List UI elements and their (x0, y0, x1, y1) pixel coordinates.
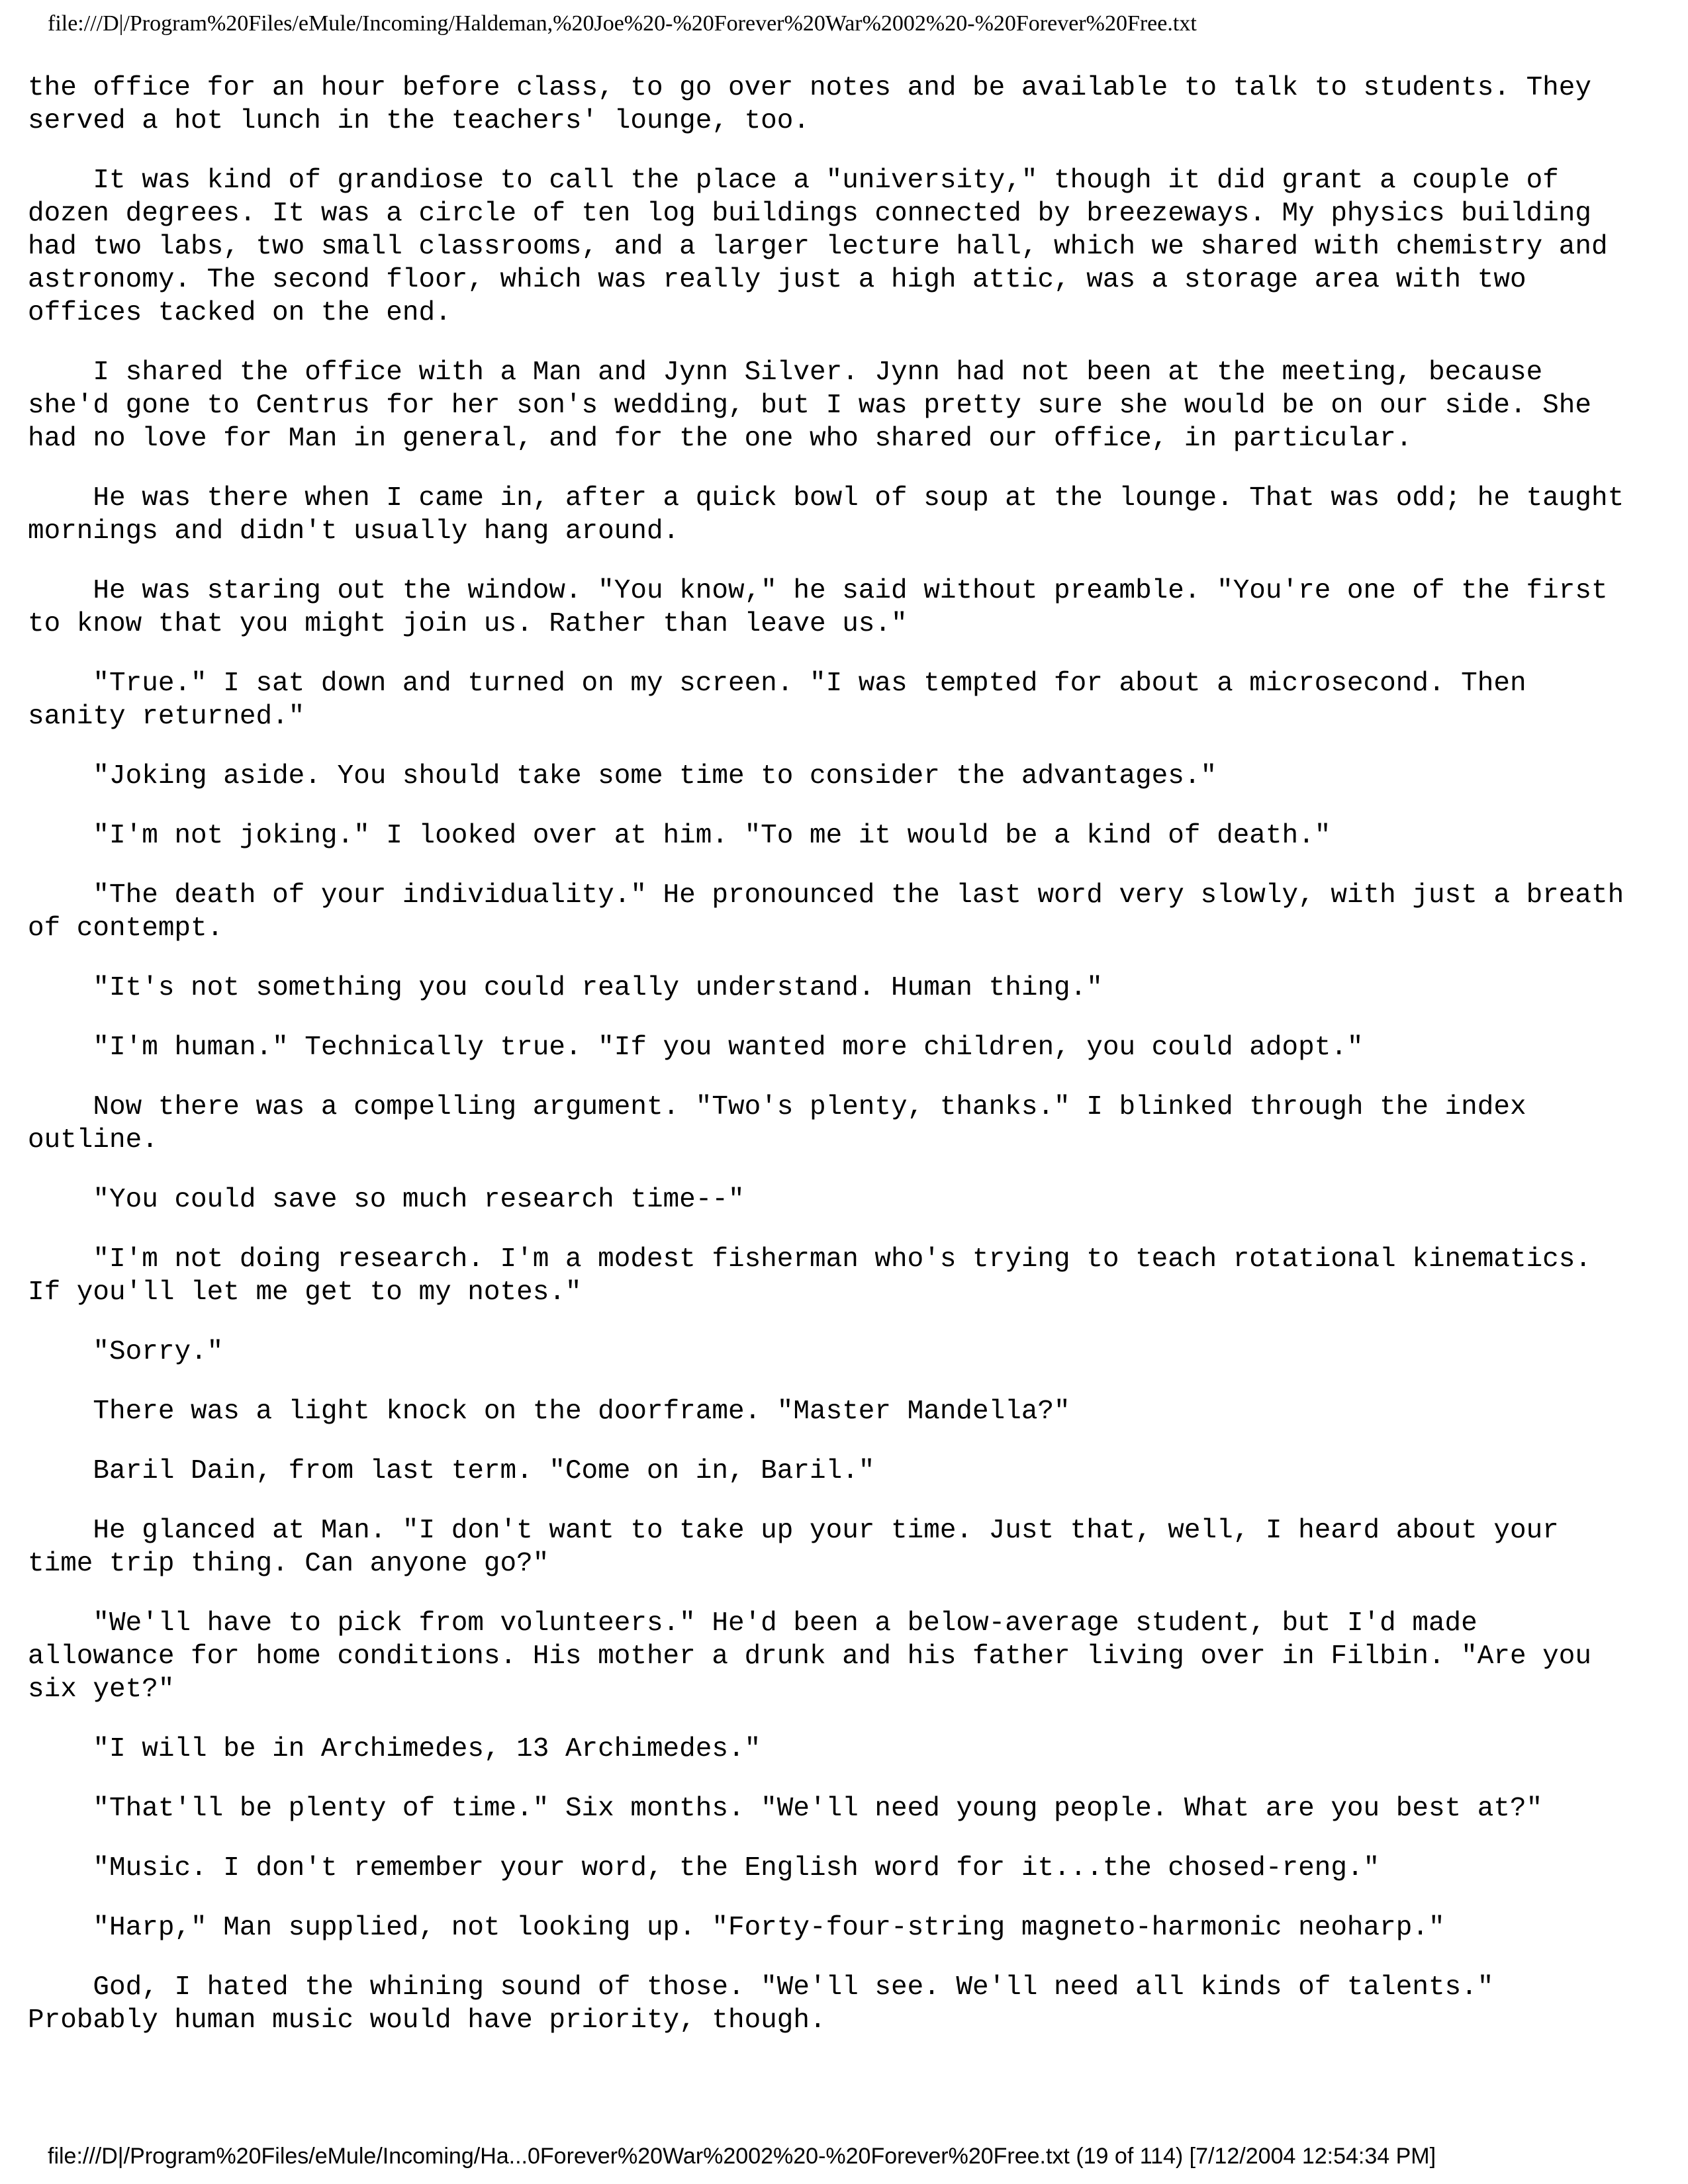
paragraph: He glanced at Man. "I don't want to take up your time. Just that, well, I heard about your time trip thing. Can anyone go?" (28, 1516, 1559, 1579)
paragraph: I shared the office with a Man and Jynn Silver. Jynn had not been at the meeting, because she'd gone to Centrus for her son's wedding, but I was pretty sure she would be on our side. She had no love for Man in general, and for the one who shared our office, in particular. (28, 357, 1591, 454)
paragraph: "Joking aside. You should take some time to consider the advantages." (28, 761, 1217, 792)
paragraph: "It's not something you could really understand. Human thing." (28, 973, 1103, 1003)
paragraph: "Music. I don't remember your word, the English word for it...the chosed-reng." (28, 1853, 1380, 1884)
paragraph: "Harp," Man supplied, not looking up. "Forty-four-string magneto-harmonic neoharp." (28, 1913, 1445, 1943)
paragraph: Baril Dain, from last term. "Come on in, Baril." (28, 1456, 875, 1486)
paragraph: God, I hated the whining sound of those. "We'll see. We'll need all kinds of talents." Probably human music would have priority, though. (28, 1972, 1494, 2036)
paragraph: the office for an hour before class, to go over notes and be available to talk to students. They served a hot lunch in the teachers' lounge, too. (28, 73, 1591, 136)
paragraph: "I will be in Archimedes, 13 Archimedes." (28, 1734, 761, 1764)
paragraph: "The death of your individuality." He pronounced the last word very slowly, with just a breath of contempt. (28, 880, 1624, 944)
page-header-url: file:///D|/Program%20Files/eMule/Incoming/Haldeman,%20Joe%20-%20Forever%20War%2002%20-%20Forever%20Free.txt (48, 11, 1197, 36)
page-footer: file:///D|/Program%20Files/eMule/Incoming/Ha...0Forever%20War%2002%20-%20Forever%20Free.txt (19 of 114) [7/12/2004 12:54:34 PM] (48, 2144, 1436, 2169)
paragraph: Now there was a compelling argument. "Two's plenty, thanks." I blinked through the index outline. (28, 1092, 1526, 1156)
paragraph: He was there when I came in, after a quick bowl of soup at the lounge. That was odd; he taught mornings and didn't usually hang around. (28, 483, 1624, 547)
paragraph: "You could save so much research time--" (28, 1185, 745, 1215)
paragraph: He was staring out the window. "You know," he said without preamble. "You're one of the first to know that you might join us. Rather than leave us." (28, 576, 1608, 639)
paragraph: "I'm not doing research. I'm a modest fisherman who's trying to teach rotational kinematics. If you'll let me get to my notes." (28, 1244, 1591, 1308)
paragraph: "True." I sat down and turned on my screen. "I was tempted for about a microsecond. Then sanity returned." (28, 668, 1526, 732)
paragraph: "I'm not joking." I looked over at him. "To me it would be a kind of death." (28, 821, 1331, 851)
paragraph: There was a light knock on the doorframe. "Master Mandella?" (28, 1396, 1070, 1427)
paragraph: "We'll have to pick from volunteers." He'd been a below-average student, but I'd made allowance for home conditions. His mother a drunk and his father living over in Filbin. "Are you six yet?" (28, 1608, 1591, 1705)
paragraph: It was kind of grandiose to call the place a "university," though it did grant a couple of dozen degrees. It was a circle of ten log buildings connected by breezeways. My physics building had two labs, two small classrooms, and a larger lecture hall, which we shared with chemistry and astronomy. The second floor, which was really just a high attic, was a storage area with two offices tacked on the end. (28, 165, 1608, 328)
document-body (28, 71, 1676, 2064)
paragraph: "That'll be plenty of time." Six months. "We'll need young people. What are you best at?" (28, 1794, 1543, 1824)
paragraph: "Sorry." (28, 1337, 224, 1367)
paragraph: "I'm human." Technically true. "If you wanted more children, you could adopt." (28, 1032, 1364, 1063)
